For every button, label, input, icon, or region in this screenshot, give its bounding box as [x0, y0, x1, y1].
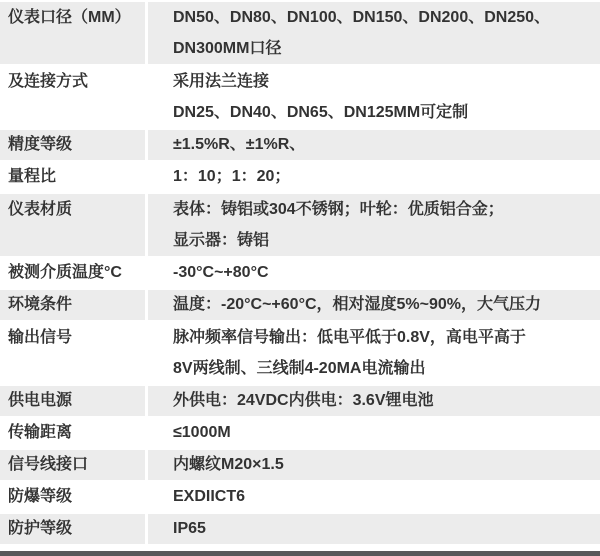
table-row [0, 450, 600, 480]
row-value [148, 162, 600, 192]
row-value-line: 1：10；1：20； [173, 168, 291, 185]
row-value-line: 外供电：24VDC内供电：3.6V锂电池 [173, 392, 434, 409]
row-value-line: 显示器：铸铝 [173, 232, 270, 249]
row-value-line: 脉冲频率信号输出：低电平低于0.8V，高电平高于 [173, 329, 526, 346]
row-value [148, 450, 600, 480]
row-label: 仪表口径（MM） [0, 2, 145, 64]
table-row [0, 514, 600, 544]
row-value [148, 66, 600, 128]
table-row [0, 322, 600, 384]
row-value [148, 386, 600, 416]
row-label: 传输距离 [0, 418, 145, 448]
table-row [0, 66, 600, 128]
row-value [148, 194, 600, 256]
bottom-dark-bar [0, 551, 600, 556]
table-row [0, 482, 600, 512]
row-value-line: 内螺纹M20×1.5 [173, 456, 284, 473]
row-value-line: DN50、DN80、DN100、DN150、DN200、DN250、 [173, 9, 551, 26]
row-label: 防护等级 [0, 514, 145, 544]
row-value-line: 表体：铸铝或304不锈钢；叶轮：优质铝合金； [173, 201, 504, 218]
row-value [148, 258, 600, 288]
table-row [0, 386, 600, 416]
row-label: 仪表材质 [0, 194, 145, 256]
row-value-line: DN300MM口径 [173, 40, 282, 57]
row-value-line: IP65 [173, 520, 206, 537]
row-value [148, 130, 600, 160]
row-label: 量程比 [0, 162, 145, 192]
row-value [148, 290, 600, 320]
table-row [0, 2, 600, 64]
row-label: 精度等级 [0, 130, 145, 160]
table-row [0, 194, 600, 256]
table-row [0, 130, 600, 160]
row-label: 及连接方式 [0, 66, 145, 128]
row-value-line: DN25、DN40、DN65、DN125MM可定制 [173, 104, 469, 121]
row-label: 信号线接口 [0, 450, 145, 480]
row-value-line: 温度：-20°C~+60°C，相对湿度5%~90%，大气压力 [173, 296, 542, 313]
table-row [0, 290, 600, 320]
row-value [148, 2, 600, 64]
row-value [148, 482, 600, 512]
row-label: 防爆等级 [0, 482, 145, 512]
row-value [148, 322, 600, 384]
row-label: 输出信号 [0, 322, 145, 384]
row-value-line: 采用法兰连接 [173, 73, 270, 90]
row-value-line: EXDIICT6 [173, 488, 246, 505]
row-value [148, 514, 600, 544]
row-value [148, 418, 600, 448]
row-value-line: ±1.5%R、±1%R、 [173, 136, 306, 153]
row-value-line: ≤1000M [173, 424, 231, 441]
row-value-line: -30°C~+80°C [173, 264, 269, 281]
table-row [0, 258, 600, 288]
row-label: 被测介质温度°C [0, 258, 145, 288]
table-row [0, 418, 600, 448]
row-label: 供电电源 [0, 386, 145, 416]
row-value-line: 8V两线制、三线制4-20MA电流输出 [173, 360, 426, 377]
table-row [0, 162, 600, 192]
row-label: 环境条件 [0, 290, 145, 320]
